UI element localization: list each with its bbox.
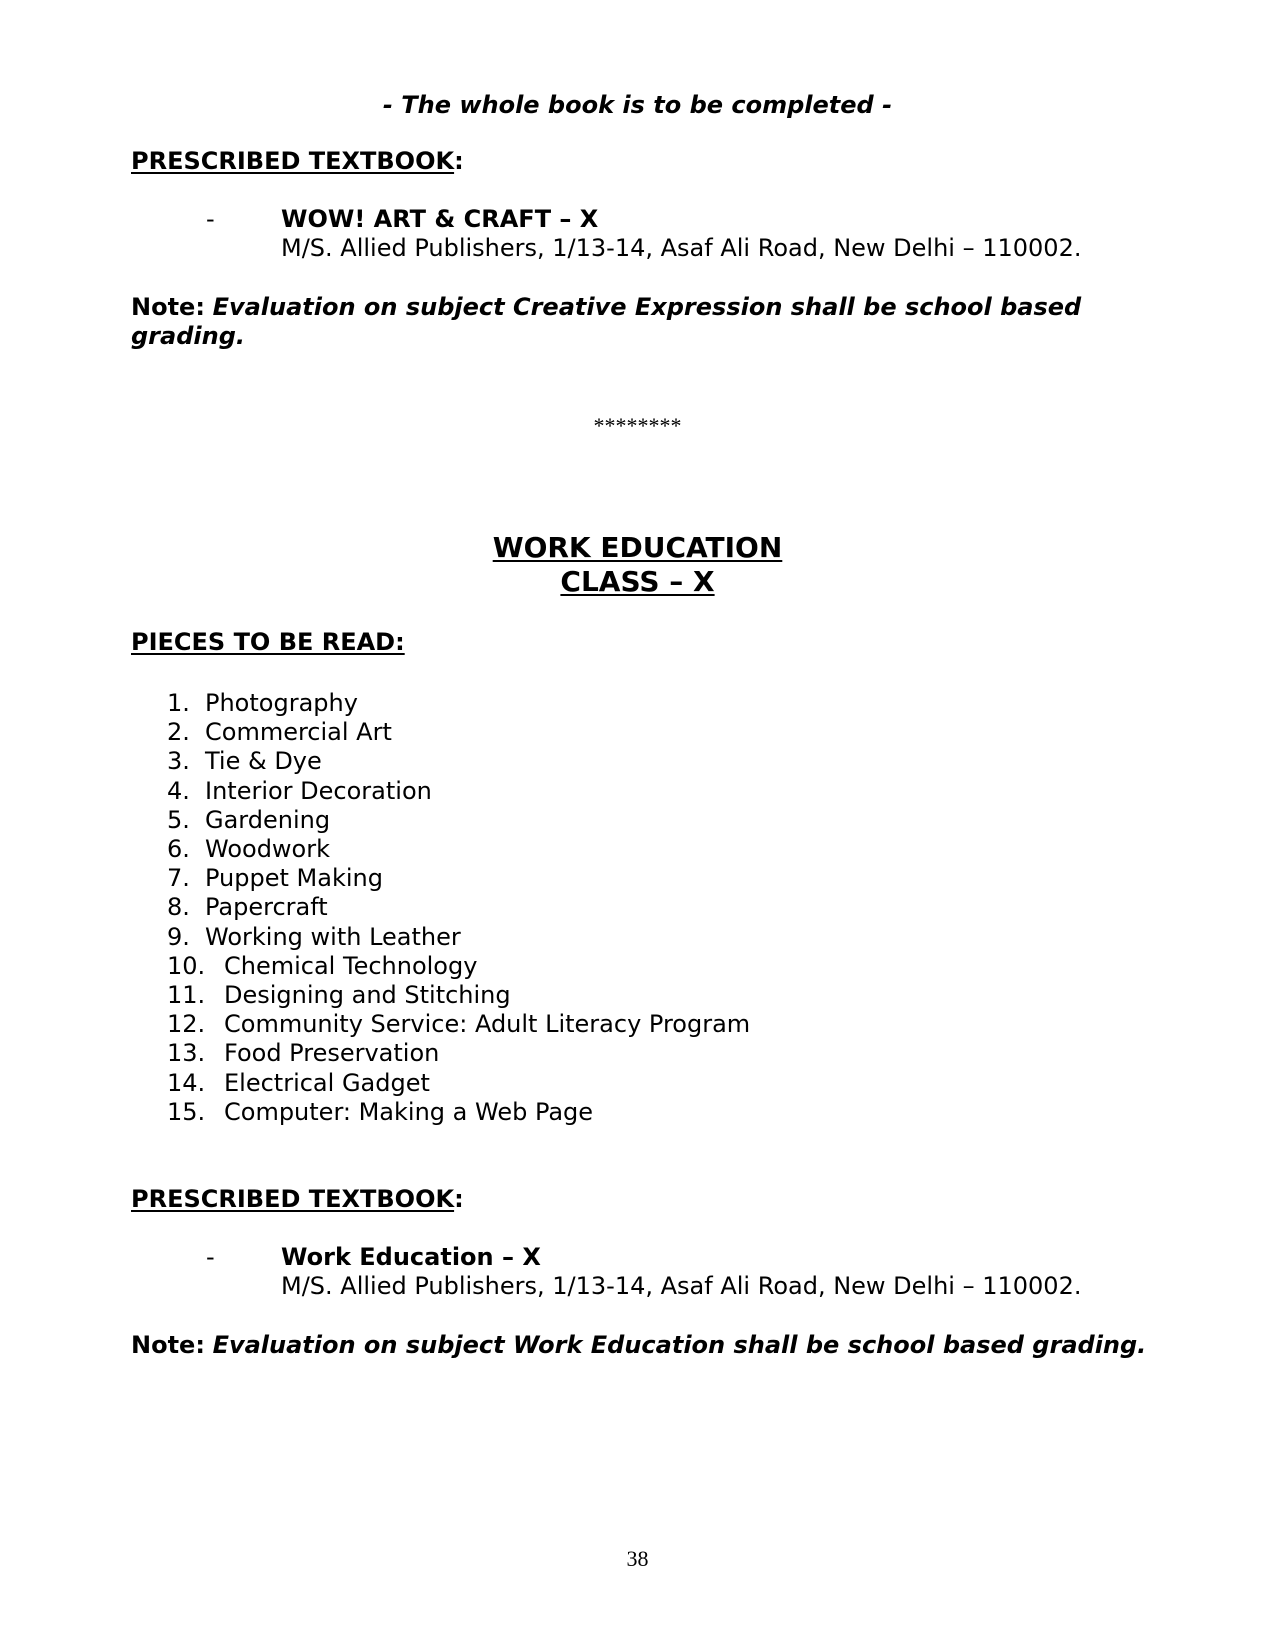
list-item-number: 6. xyxy=(167,835,190,864)
list-item-label: Community Service: Adult Literacy Program xyxy=(224,1010,751,1039)
work-book-publisher: M/S. Allied Publishers, 1/13-14, Asaf Ali Road, New Delhi – 110002. xyxy=(281,1272,1082,1300)
list-item-label: Working with Leather xyxy=(205,922,461,951)
list-item-label: Interior Decoration xyxy=(205,776,432,805)
creative-book-title: WOW! ART & CRAFT – X xyxy=(281,205,599,233)
list-item-label: Papercraft xyxy=(205,893,328,922)
list-item-number: 2. xyxy=(167,718,190,747)
list-item-number: 14. xyxy=(167,1068,206,1097)
work-note xyxy=(131,1331,1151,1360)
list-item-label: Photography xyxy=(205,689,358,717)
list-item-number: 9. xyxy=(167,922,190,951)
list-item xyxy=(167,806,750,835)
creative-textbook-heading: PRESCRIBED TEXTBOOK xyxy=(131,147,455,175)
list-item xyxy=(167,1069,750,1098)
list-item-number: 4. xyxy=(167,776,190,805)
list-item xyxy=(167,864,750,893)
work-textbook-heading: PRESCRIBED TEXTBOOK xyxy=(131,1185,455,1213)
list-item-number: 1. xyxy=(167,689,190,717)
list-item xyxy=(167,952,750,981)
list-item-number: 5. xyxy=(167,805,190,834)
list-item-number: 10. xyxy=(167,951,206,980)
work-textbook-colon: : xyxy=(454,1185,464,1213)
list-item xyxy=(167,689,750,718)
creative-note-text: Evaluation on subject Creative Expression shall be school based grading. xyxy=(131,293,1082,350)
list-item-number: 13. xyxy=(167,1039,206,1068)
work-education-title: WORK EDUCATION xyxy=(492,531,783,564)
list-item-number: 7. xyxy=(167,864,190,893)
list-item-label: Designing and Stitching xyxy=(224,981,511,1010)
page-title xyxy=(0,531,1275,565)
class-label: CLASS – X xyxy=(560,565,715,598)
list-item xyxy=(167,1039,750,1068)
list-item xyxy=(167,747,750,776)
list-item xyxy=(167,893,750,922)
creative-textbook-colon: : xyxy=(454,147,464,175)
list-item xyxy=(167,1010,750,1039)
list-item-number: 12. xyxy=(167,1010,206,1039)
list-item xyxy=(167,777,750,806)
list-item-label: Woodwork xyxy=(205,835,331,864)
creative-note-label: Note: xyxy=(131,293,205,321)
list-item-label: Electrical Gadget xyxy=(224,1068,430,1097)
work-textbook-heading-row xyxy=(131,1185,464,1213)
list-item-number: 11. xyxy=(167,981,206,1010)
list-item-label: Food Preservation xyxy=(224,1039,440,1068)
work-book-dash: - xyxy=(206,1243,215,1271)
list-item-number: 15. xyxy=(167,1097,206,1126)
list-item-number: 8. xyxy=(167,893,190,922)
list-item xyxy=(167,1098,750,1127)
list-item-label: Commercial Art xyxy=(205,718,392,747)
pieces-list xyxy=(167,689,750,1127)
pieces-heading: PIECES TO BE READ: xyxy=(131,628,405,656)
section-separator: ******** xyxy=(593,413,682,438)
work-note-text: Evaluation on subject Work Education shall be school based grading. xyxy=(212,1331,1147,1359)
completed-note: - The whole book is to be completed - xyxy=(382,91,893,119)
list-item-number: 3. xyxy=(167,747,190,776)
list-item-label: Puppet Making xyxy=(205,864,383,893)
class-label-row xyxy=(0,565,1275,599)
list-item-label: Computer: Making a Web Page xyxy=(224,1097,594,1126)
list-item xyxy=(167,718,750,747)
list-item-label: Tie & Dye xyxy=(205,747,322,776)
creative-note xyxy=(131,293,1151,351)
list-item-label: Chemical Technology xyxy=(224,951,478,980)
page-number: 38 xyxy=(626,1546,649,1571)
work-book-title: Work Education – X xyxy=(281,1243,541,1271)
creative-book-publisher: M/S. Allied Publishers, 1/13-14, Asaf Ali Road, New Delhi – 110002. xyxy=(281,234,1082,262)
work-note-label: Note: xyxy=(131,1331,205,1359)
creative-book-dash: - xyxy=(206,205,215,233)
list-item xyxy=(167,835,750,864)
list-item-label: Gardening xyxy=(205,805,331,834)
list-item xyxy=(167,981,750,1010)
creative-textbook-heading-row xyxy=(131,147,464,175)
list-item xyxy=(167,923,750,952)
